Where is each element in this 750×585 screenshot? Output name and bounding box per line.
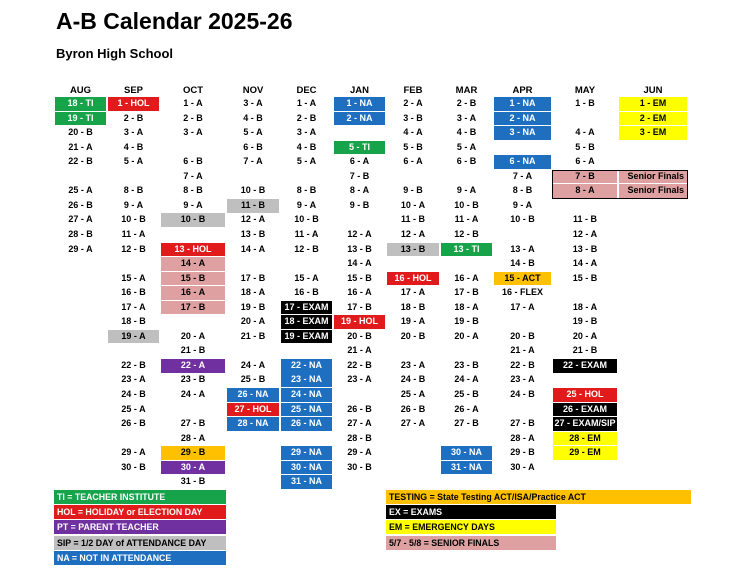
day-cell-apr: 16 - FLEX xyxy=(501,287,543,298)
day-cell-apr: 2 - NA xyxy=(494,112,551,126)
day-cell-may: 7 - B xyxy=(553,170,617,184)
day-cell-dec: 10 - B xyxy=(294,214,319,225)
day-cell-jan: 16 - A xyxy=(347,287,372,298)
day-cell-may: 22 - EXAM xyxy=(553,359,617,373)
day-cell-jan: 27 - A xyxy=(347,418,372,429)
day-cell-sep: 15 - A xyxy=(121,272,146,283)
day-cell-apr: 13 - A xyxy=(510,243,535,254)
day-cell-nov: 13 - B xyxy=(240,228,266,239)
day-cell-jun: 2 - EM xyxy=(619,112,687,126)
day-cell-dec: 25 - NA xyxy=(281,403,332,417)
day-cell-feb: 20 - B xyxy=(400,330,426,341)
day-cell-aug: 21 - A xyxy=(68,141,93,152)
day-cell-may: 12 - A xyxy=(572,228,598,239)
day-cell-aug: 26 - B xyxy=(68,199,93,210)
day-cell-feb: 26 - B xyxy=(400,403,426,414)
month-header-may: MAY xyxy=(574,85,596,96)
day-cell-mar: 12 - B xyxy=(454,228,479,239)
month-header-jun: JUN xyxy=(643,85,663,96)
day-cell-mar: 26 - A xyxy=(454,403,479,414)
day-cell-oct: 14 - A xyxy=(161,257,225,271)
day-cell-may: 11 - B xyxy=(572,214,597,225)
day-cell-feb: 27 - A xyxy=(400,418,426,429)
day-cell-dec: 2 - B xyxy=(296,112,317,123)
day-cell-jun: Senior Finals xyxy=(619,170,687,184)
day-cell-feb: 5 - B xyxy=(403,141,423,152)
day-cell-apr: 10 - B xyxy=(510,214,535,225)
month-header-oct: OCT xyxy=(182,85,204,96)
day-cell-sep: 24 - B xyxy=(121,389,146,399)
day-cell-aug: 28 - B xyxy=(68,228,93,239)
day-cell-feb: 3 - B xyxy=(403,112,423,123)
day-cell-oct: 21 - B xyxy=(180,345,206,356)
day-cell-sep: 2 - B xyxy=(123,112,144,123)
day-cell-may: 1 - B xyxy=(575,98,595,108)
day-cell-jan: 7 - B xyxy=(349,170,370,181)
day-cell-apr: 21 - A xyxy=(510,345,535,356)
day-cell-jun: Senior Finals xyxy=(619,184,687,198)
day-cell-jan: 6 - A xyxy=(349,156,370,167)
day-cell-feb: 11 - B xyxy=(400,214,425,225)
day-cell-dec: 23 - NA xyxy=(281,373,332,387)
day-cell-oct: 24 - A xyxy=(180,389,206,399)
day-cell-nov: 21 - B xyxy=(240,330,266,341)
day-cell-aug: 25 - A xyxy=(68,185,93,196)
day-cell-apr: 14 - B xyxy=(510,258,535,269)
day-cell-mar: 10 - B xyxy=(454,199,479,210)
day-cell-apr: 8 - B xyxy=(512,185,533,196)
day-cell-oct: 6 - B xyxy=(183,156,203,167)
day-cell-may: 13 - B xyxy=(572,243,598,254)
day-cell-jan: 22 - B xyxy=(347,359,372,370)
day-cell-jan: 17 - B xyxy=(347,301,372,312)
day-cell-feb: 2 - A xyxy=(403,98,423,108)
day-cell-dec: 15 - A xyxy=(294,272,319,283)
day-cell-nov: 3 - A xyxy=(243,98,263,108)
day-cell-dec: 31 - NA xyxy=(281,475,332,489)
day-cell-dec: 5 - A xyxy=(296,156,317,167)
day-cell-feb: 24 - B xyxy=(400,374,426,385)
day-cell-sep: 30 - B xyxy=(121,461,146,472)
day-cell-sep: 23 - A xyxy=(121,374,146,385)
day-cell-nov: 4 - B xyxy=(243,112,263,123)
day-cell-apr: 15 - ACT xyxy=(494,272,551,286)
day-cell-oct: 30 - A xyxy=(161,461,225,475)
day-cell-oct: 8 - B xyxy=(183,185,203,196)
day-cell-dec: 12 - B xyxy=(294,243,319,254)
day-cell-dec: 11 - A xyxy=(294,228,319,239)
day-cell-apr: 9 - A xyxy=(512,199,533,210)
day-cell-mar: 19 - B xyxy=(454,316,479,327)
day-cell-feb: 16 - HOL xyxy=(387,272,439,286)
day-cell-may: 4 - A xyxy=(575,127,595,138)
day-cell-feb: 13 - B xyxy=(387,243,439,257)
day-cell-aug: 20 - B xyxy=(68,127,93,138)
day-cell-oct: 9 - A xyxy=(183,199,203,210)
day-cell-oct: 7 - A xyxy=(183,170,203,181)
day-cell-oct: 1 - A xyxy=(183,98,203,108)
day-cell-mar: 30 - NA xyxy=(441,446,492,460)
day-cell-apr: 30 - A xyxy=(510,461,535,472)
day-cell-mar: 24 - A xyxy=(454,374,479,385)
day-cell-feb: 12 - A xyxy=(400,228,426,239)
day-cell-dec: 8 - B xyxy=(296,185,317,196)
day-cell-may: 21 - B xyxy=(572,345,598,356)
day-cell-sep: 11 - A xyxy=(121,228,146,239)
day-cell-jan: 13 - B xyxy=(347,243,372,254)
day-cell-oct: 15 - B xyxy=(161,272,225,286)
day-cell-aug: 27 - A xyxy=(68,214,93,225)
day-cell-oct: 20 - A xyxy=(180,330,206,341)
day-cell-apr: 23 - A xyxy=(510,374,535,385)
day-cell-may: 14 - A xyxy=(572,258,598,269)
day-cell-jan: 8 - A xyxy=(349,185,370,196)
day-cell-nov: 17 - B xyxy=(240,272,266,283)
legend-item: TESTING = State Testing ACT/ISA/Practice ACT xyxy=(386,490,691,504)
month-header-dec: DEC xyxy=(296,85,317,96)
day-cell-dec: 30 - NA xyxy=(281,461,332,475)
day-cell-sep: 18 - B xyxy=(121,316,146,327)
day-cell-sep: 10 - B xyxy=(121,214,146,225)
day-cell-may: 15 - B xyxy=(572,272,598,283)
day-cell-jan: 20 - B xyxy=(347,330,372,341)
month-header-aug: AUG xyxy=(69,85,92,96)
day-cell-mar: 17 - B xyxy=(454,287,479,298)
day-cell-nov: 25 - B xyxy=(240,374,266,385)
day-cell-sep: 16 - B xyxy=(121,287,146,298)
day-cell-apr: 7 - A xyxy=(512,170,533,181)
day-cell-jan: 26 - B xyxy=(347,403,372,414)
day-cell-apr: 28 - A xyxy=(510,432,535,443)
day-cell-dec: 3 - A xyxy=(296,127,317,138)
legend-item: SIP = 1/2 DAY of ATTENDANCE DAY xyxy=(54,536,226,550)
day-cell-may: 28 - EM xyxy=(553,432,617,446)
day-cell-apr: 1 - NA xyxy=(494,97,551,111)
day-cell-dec: 22 - NA xyxy=(281,359,332,373)
day-cell-may: 19 - B xyxy=(572,316,598,327)
day-cell-apr: 29 - B xyxy=(510,447,535,458)
day-cell-apr: 22 - B xyxy=(510,359,535,370)
day-cell-may: 18 - A xyxy=(572,301,598,312)
day-cell-jun: 1 - EM xyxy=(619,97,687,111)
day-cell-may: 27 - EXAM/SIP xyxy=(553,417,617,431)
day-cell-feb: 23 - A xyxy=(400,359,426,370)
day-cell-jan: 14 - A xyxy=(347,258,372,269)
day-cell-apr: 17 - A xyxy=(510,301,535,312)
day-cell-nov: 28 - NA xyxy=(227,417,279,431)
day-cell-may: 25 - HOL xyxy=(553,388,617,402)
legend-item: HOL = HOLIDAY or ELECTION DAY xyxy=(54,505,226,519)
day-cell-nov: 18 - A xyxy=(240,287,266,298)
day-cell-mar: 11 - A xyxy=(454,214,479,225)
day-cell-sep: 8 - B xyxy=(123,185,144,196)
day-cell-feb: 18 - B xyxy=(400,301,426,312)
month-header-sep: SEP xyxy=(123,85,143,96)
day-cell-mar: 16 - A xyxy=(454,272,479,283)
senior-finals-box xyxy=(552,170,688,199)
day-cell-sep: 4 - B xyxy=(123,141,144,152)
day-cell-oct: 22 - A xyxy=(161,359,225,373)
day-cell-nov: 7 - A xyxy=(243,156,263,167)
day-cell-nov: 10 - B xyxy=(240,185,266,196)
day-cell-nov: 20 - A xyxy=(240,316,266,327)
day-cell-oct: 23 - B xyxy=(180,374,206,385)
legend-item: EX = EXAMS xyxy=(386,505,556,519)
day-cell-nov: 26 - NA xyxy=(227,388,279,402)
day-cell-oct: 2 - B xyxy=(183,112,203,123)
day-cell-apr: 27 - B xyxy=(510,418,535,429)
day-cell-dec: 1 - A xyxy=(296,98,317,108)
day-cell-oct: 3 - A xyxy=(183,127,203,138)
day-cell-nov: 14 - A xyxy=(240,243,266,254)
day-cell-mar: 4 - B xyxy=(456,127,477,138)
day-cell-oct: 17 - B xyxy=(161,301,225,315)
day-cell-nov: 27 - HOL xyxy=(227,403,279,417)
day-cell-apr: 6 - NA xyxy=(494,155,551,169)
day-cell-jan: 9 - B xyxy=(349,199,370,210)
day-cell-may: 8 - A xyxy=(553,184,617,198)
day-cell-sep: 26 - B xyxy=(121,418,146,429)
day-cell-jun: 3 - EM xyxy=(619,126,687,140)
day-cell-may: 5 - B xyxy=(575,141,595,152)
day-cell-aug: 19 - TI xyxy=(55,112,106,126)
day-cell-jan: 30 - B xyxy=(347,461,372,472)
month-header-jan: JAN xyxy=(349,85,369,96)
day-cell-mar: 25 - B xyxy=(454,389,479,399)
day-cell-nov: 19 - B xyxy=(240,301,266,312)
day-cell-may: 20 - A xyxy=(572,330,598,341)
day-cell-oct: 31 - B xyxy=(180,476,206,487)
day-cell-jan: 1 - NA xyxy=(334,97,385,111)
month-header-nov: NOV xyxy=(242,85,264,96)
day-cell-mar: 2 - B xyxy=(456,98,477,108)
day-cell-nov: 5 - A xyxy=(243,127,263,138)
day-cell-dec: 24 - NA xyxy=(281,388,332,402)
day-cell-mar: 6 - B xyxy=(456,156,477,167)
day-cell-aug: 29 - A xyxy=(68,243,93,254)
day-cell-nov: 11 - B xyxy=(227,199,279,213)
legend-item: NA = NOT IN ATTENDANCE xyxy=(54,551,226,565)
legend-item: TI = TEACHER INSTITUTE xyxy=(54,490,226,504)
day-cell-feb: 10 - A xyxy=(400,199,426,210)
month-header-mar: MAR xyxy=(455,85,478,96)
day-cell-mar: 31 - NA xyxy=(441,461,492,475)
day-cell-oct: 29 - B xyxy=(161,446,225,460)
day-cell-sep: 12 - B xyxy=(121,243,146,254)
legend-item: 5/7 - 5/8 = SENIOR FINALS xyxy=(386,536,556,550)
day-cell-oct: 16 - A xyxy=(161,286,225,300)
day-cell-oct: 28 - A xyxy=(180,432,206,443)
day-cell-jan: 23 - A xyxy=(347,374,372,385)
day-cell-apr: 3 - NA xyxy=(494,126,551,140)
day-cell-jan: 15 - B xyxy=(347,272,372,283)
legend-item: PT = PARENT TEACHER xyxy=(54,520,226,534)
day-cell-may: 6 - A xyxy=(575,156,595,167)
day-cell-dec: 26 - NA xyxy=(281,417,332,431)
day-cell-nov: 24 - A xyxy=(240,359,266,370)
day-cell-dec: 18 - EXAM xyxy=(281,315,332,329)
day-cell-sep: 19 - A xyxy=(108,330,159,344)
day-cell-oct: 13 - HOL xyxy=(161,243,225,257)
day-cell-sep: 3 - A xyxy=(123,127,144,138)
page-title: A-B Calendar 2025-26 xyxy=(56,8,293,34)
day-cell-mar: 23 - B xyxy=(454,359,479,370)
day-cell-nov: 12 - A xyxy=(240,214,266,225)
day-cell-dec: 19 - EXAM xyxy=(281,330,332,344)
month-header-feb: FEB xyxy=(403,85,423,96)
day-cell-jan: 19 - HOL xyxy=(334,315,385,329)
day-cell-sep: 22 - B xyxy=(121,359,146,370)
day-cell-mar: 5 - A xyxy=(456,141,477,152)
day-cell-feb: 19 - A xyxy=(400,316,426,327)
day-cell-sep: 1 - HOL xyxy=(108,97,159,111)
day-cell-sep: 9 - A xyxy=(123,199,144,210)
day-cell-sep: 25 - A xyxy=(121,403,146,414)
day-cell-jan: 12 - A xyxy=(347,228,372,239)
day-cell-dec: 29 - NA xyxy=(281,446,332,460)
day-cell-oct: 27 - B xyxy=(180,418,206,429)
day-cell-sep: 5 - A xyxy=(123,156,144,167)
day-cell-sep: 29 - A xyxy=(121,447,146,458)
day-cell-may: 29 - EM xyxy=(553,446,617,460)
day-cell-feb: 9 - B xyxy=(403,185,423,196)
day-cell-may: 26 - EXAM xyxy=(553,403,617,417)
day-cell-aug: 18 - TI xyxy=(55,97,106,111)
day-cell-mar: 20 - A xyxy=(454,330,479,341)
day-cell-apr: 20 - B xyxy=(510,330,535,341)
day-cell-jan: 5 - TI xyxy=(334,141,385,155)
day-cell-jan: 2 - NA xyxy=(334,112,385,126)
day-cell-mar: 3 - A xyxy=(456,112,477,123)
day-cell-mar: 9 - A xyxy=(456,185,477,196)
day-cell-feb: 4 - A xyxy=(403,127,423,138)
day-cell-apr: 24 - B xyxy=(510,389,535,399)
day-cell-oct: 10 - B xyxy=(161,213,225,227)
day-cell-mar: 27 - B xyxy=(454,418,479,429)
day-cell-feb: 6 - A xyxy=(403,156,423,167)
day-cell-sep: 17 - A xyxy=(121,301,146,312)
day-cell-aug: 22 - B xyxy=(68,156,93,167)
day-cell-feb: 25 - A xyxy=(400,389,426,399)
day-cell-mar: 13 - TI xyxy=(441,243,492,257)
day-cell-feb: 17 - A xyxy=(400,287,426,298)
legend-item: EM = EMERGENCY DAYS xyxy=(386,520,556,534)
day-cell-dec: 17 - EXAM xyxy=(281,301,332,315)
school-name: Byron High School xyxy=(56,46,173,61)
day-cell-nov: 6 - B xyxy=(243,141,263,152)
day-cell-dec: 4 - B xyxy=(296,141,317,152)
day-cell-jan: 21 - A xyxy=(347,345,372,356)
day-cell-dec: 16 - B xyxy=(294,287,319,298)
day-cell-mar: 18 - A xyxy=(454,301,479,312)
day-cell-jan: 29 - A xyxy=(347,447,372,458)
day-cell-jan: 28 - B xyxy=(347,432,372,443)
month-header-apr: APR xyxy=(512,85,533,96)
day-cell-dec: 9 - A xyxy=(296,199,317,210)
